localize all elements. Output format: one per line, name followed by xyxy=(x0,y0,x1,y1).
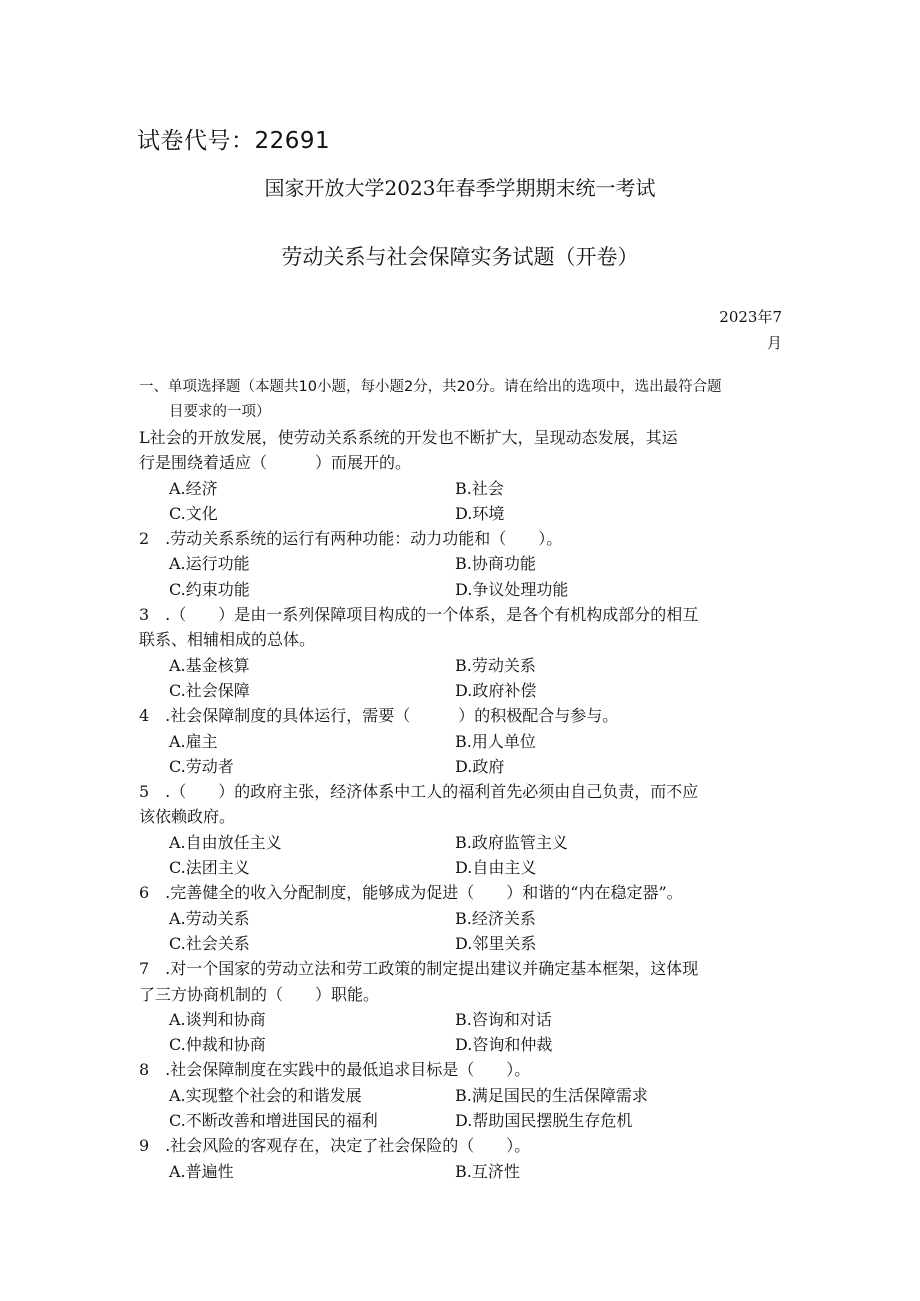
answer-option: C.劳动者 xyxy=(169,756,234,776)
question-item xyxy=(139,956,789,1057)
option-row xyxy=(139,577,789,602)
answer-option: A.劳动关系 xyxy=(169,908,250,928)
option-row xyxy=(139,754,789,779)
answer-option: D.政府补偿 xyxy=(455,680,537,700)
question-text: 4 .社会保障制度的具体运行，需要（ ）的积极配合与参与。 xyxy=(139,706,619,726)
answer-option: C.文化 xyxy=(169,503,218,523)
answer-option: A.普遍性 xyxy=(169,1161,234,1181)
answer-option: B.协商功能 xyxy=(455,554,536,574)
question-text: 3 .（ ）是由一系列保障项目构成的一个体系，是各个有机构成部分的相互 xyxy=(139,605,699,625)
question-item xyxy=(139,1133,789,1184)
answer-option: A.自由放任主义 xyxy=(169,832,282,852)
answer-option: C.不断改善和增进国民的福利 xyxy=(169,1111,378,1131)
section-heading xyxy=(139,375,789,425)
option-row xyxy=(139,830,789,855)
exam-date: 2023年7 xyxy=(719,308,782,326)
answer-option: B.互济性 xyxy=(455,1161,520,1181)
answer-option: D.政府 xyxy=(455,756,505,776)
question-text: 7 .对一个国家的劳动立法和劳工政策的制定提出建议并确定基本框架，这体现 xyxy=(139,959,699,979)
option-row xyxy=(139,476,789,501)
question-item xyxy=(139,526,789,602)
question-text: 6 .完善健全的收入分配制度，能够成为促进（ ）和谐的“内在稳定器”。 xyxy=(139,883,683,903)
answer-option: B.满足国民的生活保障需求 xyxy=(455,1085,648,1105)
answer-option: C.法团主义 xyxy=(169,858,250,878)
question-text: 8 .社会保障制度在实践中的最低追求目标是（ ）。 xyxy=(139,1060,531,1080)
answer-option: B.咨询和对话 xyxy=(455,1009,552,1029)
answer-option: A.实现整个社会的和谐发展 xyxy=(169,1085,362,1105)
option-row xyxy=(139,906,789,931)
answer-option: A.经济 xyxy=(169,478,218,498)
exam-date-month: 月 xyxy=(766,334,782,352)
question-text: 行是围绕着适应（ ）而展开的。 xyxy=(139,453,412,473)
question-item xyxy=(139,602,789,703)
option-row xyxy=(139,501,789,526)
question-text: 5 .（ ）的政府主张，经济体系中工人的福利首先必须由自己负责，而不应 xyxy=(139,782,699,802)
answer-option: C.仲裁和协商 xyxy=(169,1035,266,1055)
answer-option: B.用人单位 xyxy=(455,731,536,751)
answer-option: C.社会关系 xyxy=(169,933,250,953)
answer-option: D.争议处理功能 xyxy=(455,579,569,599)
section-instructions-line2: 目要求的一项） xyxy=(169,404,271,420)
option-row xyxy=(139,931,789,956)
answer-option: D.环境 xyxy=(455,503,505,523)
option-row xyxy=(139,729,789,754)
answer-option: D.帮助国民摆脱生存危机 xyxy=(455,1111,633,1131)
question-text: 9 .社会风险的客观存在，决定了社会保险的（ ）。 xyxy=(139,1136,531,1156)
option-row xyxy=(139,551,789,576)
section-instructions-line1: 一、单项选择题（本题共10小题，每小题2分，共20分。请在给出的选项中，选出最符合题 xyxy=(139,379,722,395)
answer-option: A.基金核算 xyxy=(169,655,250,675)
exam-title: 劳动关系与社会保障实务试题（开卷） xyxy=(281,245,639,269)
answer-option: D.咨询和仲裁 xyxy=(455,1035,553,1055)
question-item xyxy=(139,425,789,526)
question-text: 该依赖政府。 xyxy=(139,807,236,827)
answer-option: A.雇主 xyxy=(169,731,218,751)
answer-option: D.邻里关系 xyxy=(455,933,537,953)
question-text: L社会的开放发展，使劳动关系系统的开发也不断扩大，呈现动态发展，其运 xyxy=(139,428,678,447)
answer-option: B.劳动关系 xyxy=(455,655,536,675)
question-list xyxy=(139,425,789,1184)
answer-option: A.谈判和协商 xyxy=(169,1009,266,1029)
option-row xyxy=(139,678,789,703)
option-row xyxy=(139,653,789,678)
option-row xyxy=(139,1083,789,1108)
answer-option: B.经济关系 xyxy=(455,908,536,928)
option-row xyxy=(139,1159,789,1184)
option-row xyxy=(139,1032,789,1057)
question-text: 2 .劳动关系系统的运行有两种功能：动力功能和（ ）。 xyxy=(139,529,563,549)
answer-option: C.约束功能 xyxy=(169,579,250,599)
question-text: 了三方协商机制的（ ）职能。 xyxy=(139,984,380,1004)
question-item xyxy=(139,779,789,880)
answer-option: B.政府监管主义 xyxy=(455,832,568,852)
question-text: 联系、相辅相成的总体。 xyxy=(139,630,316,650)
university-heading: 国家开放大学2023年春季学期期末统一考试 xyxy=(264,176,656,200)
option-row xyxy=(139,855,789,880)
question-item xyxy=(139,880,789,956)
option-row xyxy=(139,1007,789,1032)
question-item xyxy=(139,1057,789,1133)
answer-option: C.社会保障 xyxy=(169,680,250,700)
answer-option: A.运行功能 xyxy=(169,554,250,574)
answer-option: B.社会 xyxy=(455,478,504,498)
option-row xyxy=(139,1108,789,1133)
answer-option: D.自由主义 xyxy=(455,858,537,878)
question-item xyxy=(139,703,789,779)
exam-code: 试卷代号：22691 xyxy=(137,128,331,154)
